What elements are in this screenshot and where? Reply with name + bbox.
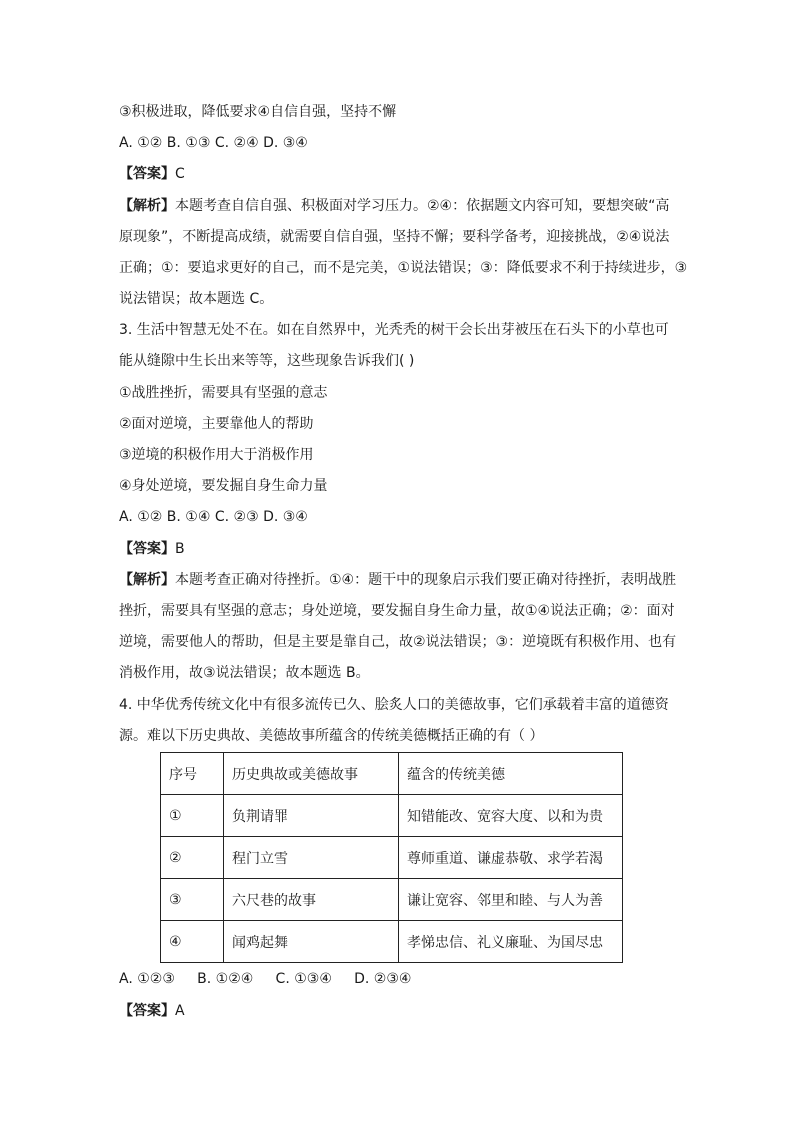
table-cell: ③ [161,879,224,921]
answer-label: 【答案】 [119,166,175,182]
q3-analysis-line-3: 逆境，需要他人的帮助，但是主要是靠自己，故②说法错误；③：逆境既有积极作用、也有 [119,634,677,650]
q3-answer [119,539,699,559]
table-row [161,837,623,879]
q3-option-4: ④身处逆境，要发掘自身生命力量 [119,478,328,494]
q4-stem-line-2: 源。难以下历史典故、美德故事所蕴含的传统美德概括正确的有（ ） [119,728,544,744]
answer-value: C [175,166,185,182]
table-cell: 程门立雪 [224,837,399,879]
table-cell: 尊师重道、谦虚恭敬、求学若渴 [399,837,623,879]
table-header-cell: 蕴含的传统美德 [399,753,623,795]
q3-analysis-line-4: 消极作用，故③说法错误；故本题选 B。 [119,665,370,681]
q3-choices: A. ①② B. ①④ C. ②③ D. ③④ [119,509,308,525]
q4-stem-line-1: 4. 中华优秀传统文化中有很多流传已久、脍炙人口的美德故事，它们承载着丰富的道德资 [119,697,669,713]
table-cell: 谦让宽容、邻里和睦、与人为善 [399,879,623,921]
q3-option-1: ①战胜挫折，需要具有坚强的意志 [119,385,328,401]
q3-option-3: ③逆境的积极作用大于消极作用 [119,447,314,463]
q3-stem-line-1: 3. 生活中智慧无处不在。如在自然界中，光秃秃的树干会长出芽被压在石头下的小草也可 [119,322,669,338]
q2-analysis-line-2: 原现象”，不断提高成绩，就需要自信自强，坚持不懈；要科学备考，迎接挑战，②④说法 [119,229,670,245]
answer-value: A [175,1003,185,1019]
table-row [161,879,623,921]
analysis-label: 【解析】 [119,572,175,588]
q3-stem-line-2: 能从缝隙中生长出来等等，这些现象告诉我们( ) [119,353,415,369]
q4-answer [119,1001,699,1021]
q2-choices: A. ①② B. ①③ C. ②④ D. ③④ [119,135,308,151]
q3-analysis-line-1 [119,570,699,590]
answer-label: 【答案】 [119,541,175,557]
q3-option-2: ②面对逆境，主要靠他人的帮助 [119,416,314,432]
analysis-text: 本题考查正确对待挫折。①④：题干中的现象启示我们要正确对待挫折，表明战胜 [175,572,677,588]
q3-analysis-line-2: 挫折，需要具有坚强的意志；身处逆境，要发掘自身生命力量，故①④说法正确；②：面对 [119,603,675,619]
table-row [161,795,623,837]
q2-analysis-line-3: 正确；①：要追求更好的自己，而不是完美，①说法错误；③：降低要求不利于持续进步，③ [119,260,688,276]
analysis-text: 本题考查自信自强、积极面对学习压力。②④：依据题文内容可知，要想突破“高 [175,198,670,214]
table-header-row [161,753,623,795]
answer-value: B [175,541,185,557]
table-cell: ④ [161,921,224,963]
table-cell: 六尺巷的故事 [224,879,399,921]
table-cell: ② [161,837,224,879]
table-cell: 知错能改、宽容大度、以和为贵 [399,795,623,837]
table-row [161,921,623,963]
analysis-label: 【解析】 [119,198,175,214]
q4-choices: A. ①②③ B. ①②④ C. ①③④ D. ②③④ [119,971,412,987]
q2-analysis-line-1 [119,196,699,216]
table-cell: 孝悌忠信、礼义廉耻、为国尽忠 [399,921,623,963]
table-header-cell: 历史典故或美德故事 [224,753,399,795]
answer-label: 【答案】 [119,1003,175,1019]
table-cell: 闻鸡起舞 [224,921,399,963]
table-cell: ① [161,795,224,837]
q2-answer [119,164,699,184]
q2-option-line: ③积极进取，降低要求④自信自强，坚持不懈 [119,104,397,120]
virtue-table [160,752,623,963]
table-cell: 负荆请罪 [224,795,399,837]
table-header-cell: 序号 [161,753,224,795]
q2-analysis-line-4: 说法错误；故本题选 C。 [119,291,274,307]
